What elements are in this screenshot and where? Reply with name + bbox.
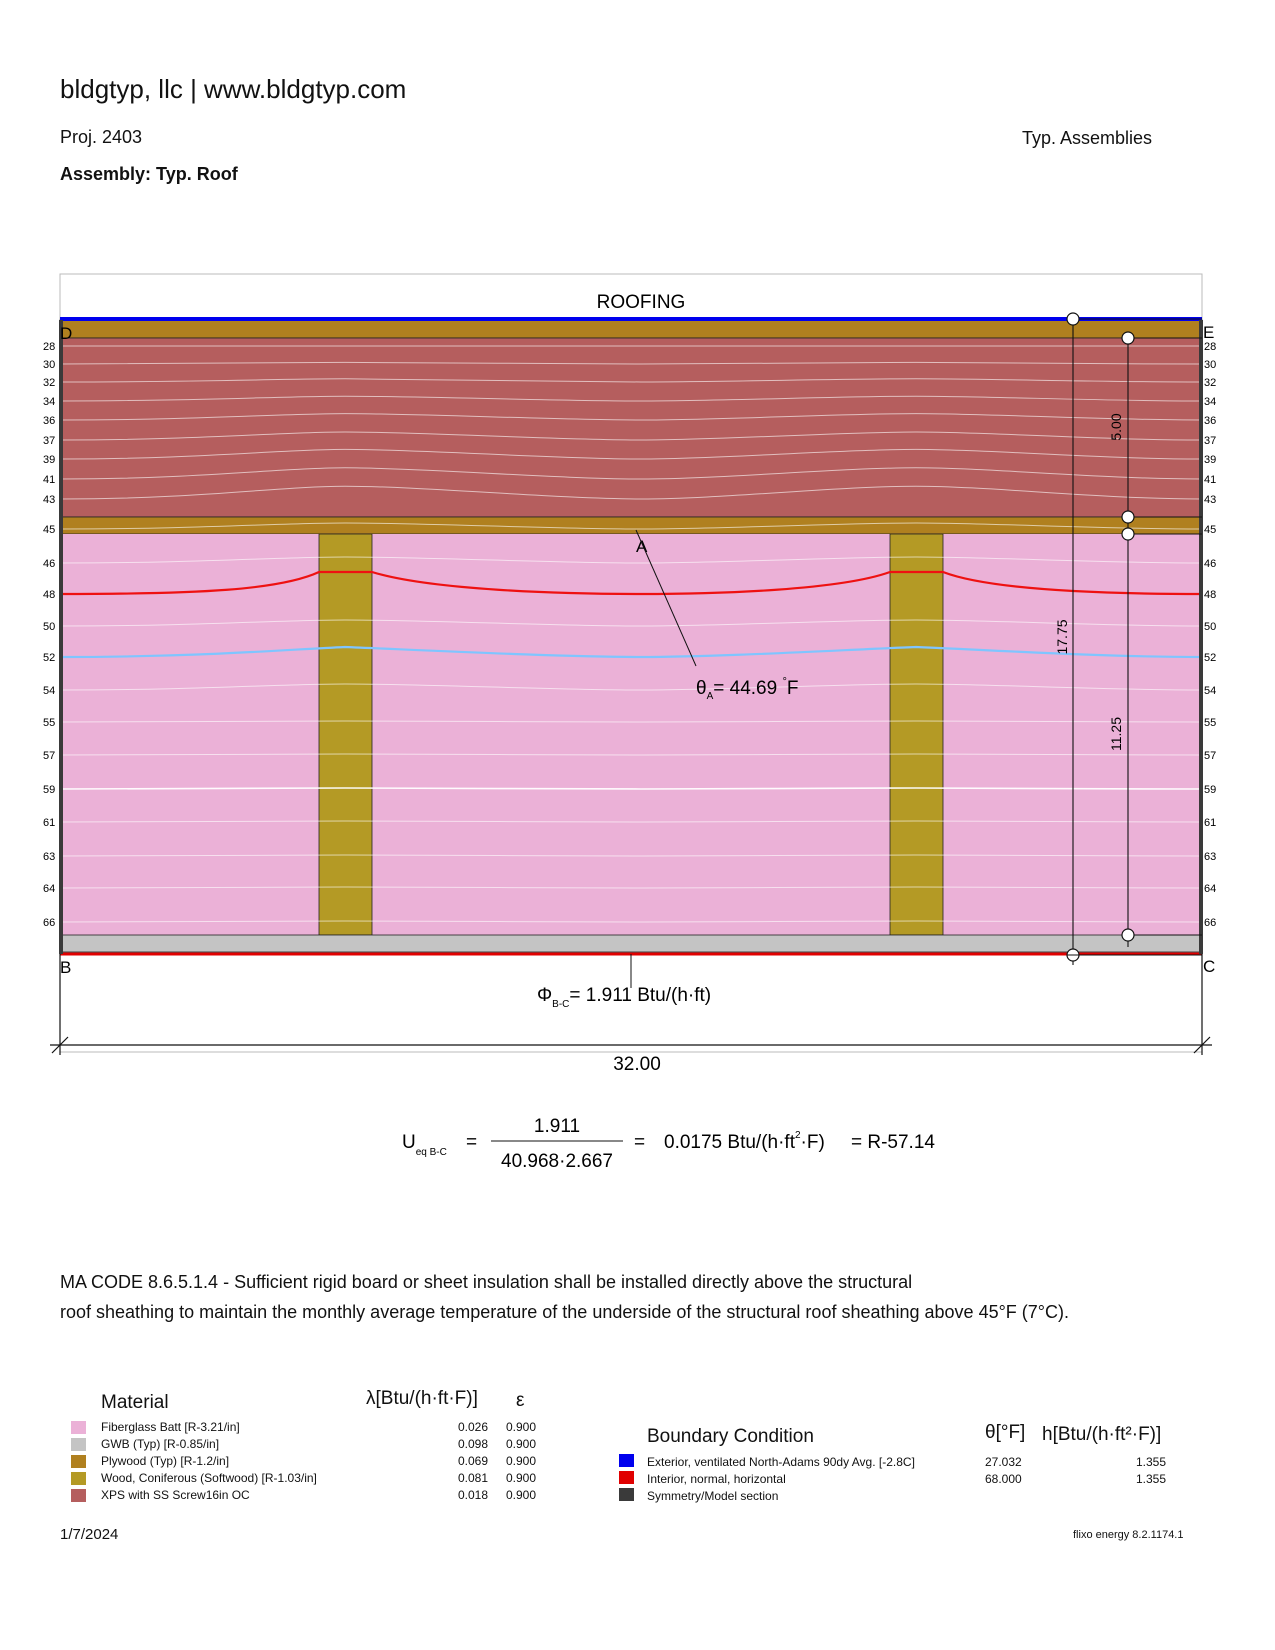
corner-label-e: E xyxy=(1203,323,1215,342)
temp-callout: $\theta_A= 44.69$ °F xyxy=(696,676,799,702)
material-swatch xyxy=(71,1438,86,1451)
isotherm-label: 52 xyxy=(43,652,56,664)
material-emissivity: 0.900 xyxy=(506,1471,537,1485)
isotherm-label: 63 xyxy=(43,851,56,863)
isotherm-label: 30 xyxy=(43,359,56,371)
isotherm-label: 50 xyxy=(1204,621,1217,633)
code-note-line-1: MA CODE 8.6.5.1.4 - Sufficient rigid board or sheet insulation shall be installed directly above the structural xyxy=(60,1272,913,1292)
material-name: XPS with SS Screw16in OC xyxy=(101,1488,250,1502)
isotherm-label: 37 xyxy=(43,435,56,447)
equals-1: = xyxy=(466,1132,478,1153)
boundary-h: 1.355 xyxy=(1136,1472,1167,1486)
isotherm-label: 50 xyxy=(43,621,56,633)
report-date: 1/7/2024 xyxy=(60,1526,119,1543)
isotherm-label: 41 xyxy=(43,474,56,486)
material-emissivity: 0.900 xyxy=(506,1454,537,1468)
width-dimension-value: 32.00 xyxy=(613,1054,661,1075)
isotherm-label: 59 xyxy=(43,784,56,796)
isotherm-label: 28 xyxy=(1204,341,1217,353)
isotherm-label: 39 xyxy=(1204,454,1217,466)
height-dimension-total-value: 17.75 xyxy=(1054,619,1070,655)
gwb-layer xyxy=(60,935,1202,952)
corner-label-b: B xyxy=(60,958,72,977)
isotherm-label: 54 xyxy=(43,685,56,697)
isotherm-label: 57 xyxy=(43,750,56,762)
material-emissivity: 0.900 xyxy=(506,1437,537,1451)
boundary-swatch xyxy=(619,1454,634,1467)
isotherm-label: 64 xyxy=(1204,883,1217,895)
material-swatch xyxy=(71,1421,86,1434)
material-name: Wood, Coniferous (Softwood) [R-1.03/in] xyxy=(101,1471,317,1485)
isotherm-label: 64 xyxy=(43,883,56,895)
isotherm-label: 59 xyxy=(1204,784,1217,796)
emissivity-header: ε xyxy=(516,1390,525,1411)
boundary-name: Interior, normal, horizontal xyxy=(647,1472,786,1486)
isotherm-label: 34 xyxy=(43,396,56,408)
dim-node xyxy=(1067,313,1079,325)
material-swatch xyxy=(71,1455,86,1468)
isotherm-label: 45 xyxy=(1204,524,1217,536)
plywood-top-layer xyxy=(60,320,1202,338)
isotherm-label: 55 xyxy=(43,717,56,729)
isotherm-label: 66 xyxy=(1204,917,1217,929)
isotherm-label: 36 xyxy=(1204,415,1217,427)
material-name: GWB (Typ) [R-0.85/in] xyxy=(101,1437,220,1451)
isotherm-label: 32 xyxy=(1204,377,1217,389)
material-swatch xyxy=(71,1489,86,1502)
boundary-theta: 68.000 xyxy=(985,1472,1022,1486)
isotherm-label: 63 xyxy=(1204,851,1217,863)
boundary-theta: 27.032 xyxy=(985,1455,1022,1469)
boundary-header: Boundary Condition xyxy=(647,1426,814,1447)
wood-rafter-left xyxy=(319,534,372,935)
isotherm-label: 55 xyxy=(1204,717,1217,729)
isotherm-label: 28 xyxy=(43,341,56,353)
boundary-name: Symmetry/Model section xyxy=(647,1489,779,1503)
material-lambda: 0.018 xyxy=(458,1488,489,1502)
isotherm-labels-left xyxy=(43,341,55,929)
isotherm-label: 30 xyxy=(1204,359,1217,371)
isotherm-labels-right xyxy=(1204,341,1216,929)
isotherm-label: 43 xyxy=(1204,494,1217,506)
flux-label: $\Phi_{B-C}= 1.911$ Btu/(h·ft) xyxy=(537,985,712,1010)
lambda-header: λ[Btu/(h·ft·F)] xyxy=(366,1388,478,1409)
isotherm-label: 34 xyxy=(1204,396,1217,408)
isotherm-label: 46 xyxy=(1204,558,1217,570)
boundary-swatch xyxy=(619,1488,634,1501)
material-lambda: 0.098 xyxy=(458,1437,489,1451)
u-numerator: 1.911 xyxy=(533,1116,581,1137)
roofing-label: ROOFING xyxy=(596,292,686,313)
isotherm-label: 32 xyxy=(43,377,56,389)
height-dimension-lower-value: 11.25 xyxy=(1108,717,1124,751)
dim-node xyxy=(1122,528,1134,540)
dim-node xyxy=(1122,332,1134,344)
isotherm-label: 39 xyxy=(43,454,56,466)
isotherm-label: 48 xyxy=(43,589,56,601)
isotherm-label: 66 xyxy=(43,917,56,929)
assembly-title: Assembly: Typ. Roof xyxy=(60,164,238,184)
material-swatch xyxy=(71,1472,86,1485)
material-name: Fiberglass Batt [R-3.21/in] xyxy=(101,1420,240,1434)
material-emissivity: 0.900 xyxy=(506,1488,537,1502)
material-lambda: 0.081 xyxy=(458,1471,489,1485)
isotherm-label: 61 xyxy=(1204,817,1217,829)
boundary-h: 1.355 xyxy=(1136,1455,1167,1469)
boundary-swatch xyxy=(619,1471,634,1484)
isotherm-label: 37 xyxy=(1204,435,1217,447)
dim-node xyxy=(1122,511,1134,523)
material-emissivity: 0.900 xyxy=(506,1420,537,1434)
equals-2: = xyxy=(634,1132,646,1153)
r-value: = R-57.14 xyxy=(851,1132,935,1153)
wood-rafter-right xyxy=(890,534,943,935)
material-lambda: 0.069 xyxy=(458,1454,489,1468)
xps-insulation-layer xyxy=(60,338,1202,517)
u-result: 0.0175 Btu/$(h\cdot ft^2\cdot F)$ xyxy=(664,1130,825,1153)
isotherm-label: 45 xyxy=(43,524,56,536)
isotherm-label: 52 xyxy=(1204,652,1217,664)
isotherm-label: 48 xyxy=(1204,589,1217,601)
u-symbol: $U_{eq B-C}$ xyxy=(402,1132,447,1158)
isotherm-label: 61 xyxy=(43,817,56,829)
corner-label-d: D xyxy=(60,324,73,343)
theta-header: θ[°F] xyxy=(985,1422,1026,1443)
isotherm-label: 36 xyxy=(43,415,56,427)
height-dimension-upper-value: 5.00 xyxy=(1108,413,1124,441)
h-header: h[Btu/(h·ft²·F)] xyxy=(1042,1424,1162,1445)
corner-label-c: C xyxy=(1203,957,1216,976)
assembly-category: Typ. Assemblies xyxy=(1022,128,1153,148)
project-number: Proj. 2403 xyxy=(60,127,143,147)
dim-node xyxy=(1122,929,1134,941)
material-name: Plywood (Typ) [R-1.2/in] xyxy=(101,1454,230,1468)
software-version: flixo energy 8.2.1174.1 xyxy=(1073,1529,1184,1541)
u-denominator: 40.968·2.667 xyxy=(501,1151,613,1172)
isotherm-label: 57 xyxy=(1204,750,1217,762)
isotherm-label: 54 xyxy=(1204,685,1217,697)
material-header: Material xyxy=(101,1392,169,1413)
boundary-name: Exterior, ventilated North-Adams 90dy Avg. [-2.8C] xyxy=(647,1455,915,1469)
isotherm-label: 41 xyxy=(1204,474,1217,486)
code-note-line-2: roof sheathing to maintain the monthly average temperature of the underside of the structural roof sheathing above 45°F (7°C). xyxy=(60,1302,1069,1322)
point-label-a: A xyxy=(636,537,648,556)
material-lambda: 0.026 xyxy=(458,1420,489,1434)
isotherm-label: 46 xyxy=(43,558,56,570)
isotherm-label: 43 xyxy=(43,494,56,506)
company-header: bldgtyp, llc | www.bldgtyp.com xyxy=(60,74,407,104)
